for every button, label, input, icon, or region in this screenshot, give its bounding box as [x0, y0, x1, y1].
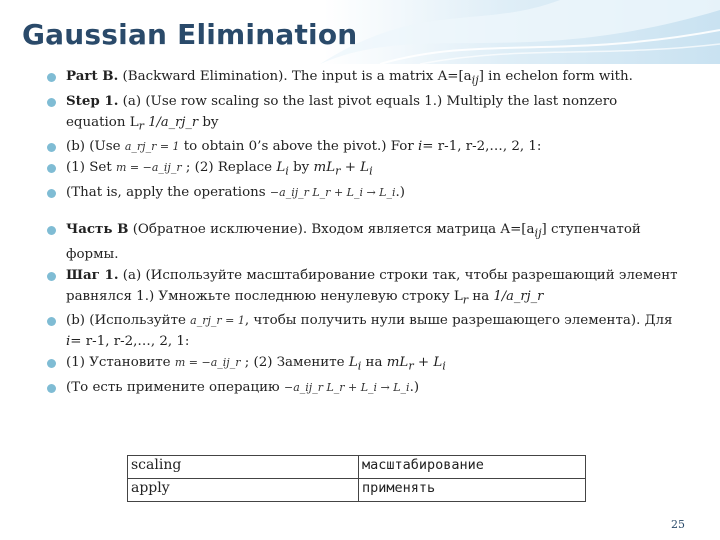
list-item-part-b-ru: Часть B (Обратное исключение). Входом является матрица $A=[a_{ij}]$ ступенчатой формы.: [46, 219, 686, 265]
vocabulary-table: [127, 455, 586, 502]
list-item-set-m-ru: (1) Установите m = −a_ij_r ; (2) Замените $L_i$ на $mL_r + L_i$: [46, 352, 686, 377]
bullet-list: [46, 66, 686, 398]
list-item-apply-ru: (То есть примените операцию −a_ij_r L_r + L_i → L_i.): [46, 377, 686, 398]
page-title: Gaussian Elimination: [22, 18, 358, 51]
vocab-ru-cell: масштабирование: [359, 456, 586, 479]
vocab-en-cell: scaling: [128, 456, 359, 479]
pivot-equals-one-formula: a_rj_r = 1: [124, 140, 180, 154]
vocab-ru-cell: применять: [359, 479, 586, 502]
list-item-apply-en: (That is, apply the operations −a_ij_r L_r + L_i → L_i.): [46, 182, 686, 203]
m-formula-ru: m = −a_ij_r: [174, 356, 241, 370]
row-operation-formula: −a_ij_r L_r + L_i → L_i: [269, 186, 396, 200]
reciprocal-pivot-formula: 1/a_rj_r: [148, 114, 199, 130]
reciprocal-pivot-formula-ru: 1/a_rj_r: [493, 288, 544, 304]
table-row: [128, 456, 586, 479]
pivot-equals-one-formula-ru: a_rj_r = 1: [190, 314, 245, 328]
list-item-part-b-en: Part B. (Backward Elimination). The input is a matrix $A=[a_{ij}]$ in echelon form with.: [46, 66, 686, 91]
row-operation-formula-ru: −a_ij_r L_r + L_i → L_i: [283, 381, 410, 395]
m-formula: m = −a_ij_r: [115, 161, 182, 175]
table-row: [128, 479, 586, 502]
list-item-b-ru: (b) (Используйте a_rj_r = 1, чтобы получить нули выше разрешающего элемента). Для i= r-1, r-2,…, 2, 1:: [46, 310, 686, 352]
list-item-b-en: (b) (Use a_rj_r = 1 to obtain 0’s above the pivot.) For i= r-1, r-2,…, 2, 1:: [46, 136, 686, 157]
vocab-en-cell: apply: [128, 479, 359, 502]
list-item-step1-en: Step 1. (a) (Use row scaling so the last pivot equals 1.) Multiply the last nonzero equation $L_r$ 1/a_rj_r by: [46, 91, 686, 137]
list-item-step1-ru: Шаг 1. (a) (Используйте масштабирование строки так, чтобы разрешающий элемент равнялся 1.) Умножьте последнюю ненулевую строку $L_r$ на 1/a_rj_r: [46, 265, 686, 311]
page-number: 25: [671, 518, 685, 531]
list-item-set-m-en: (1) Set m = −a_ij_r ; (2) Replace $L_i$ by $mL_r + L_i$: [46, 157, 686, 182]
